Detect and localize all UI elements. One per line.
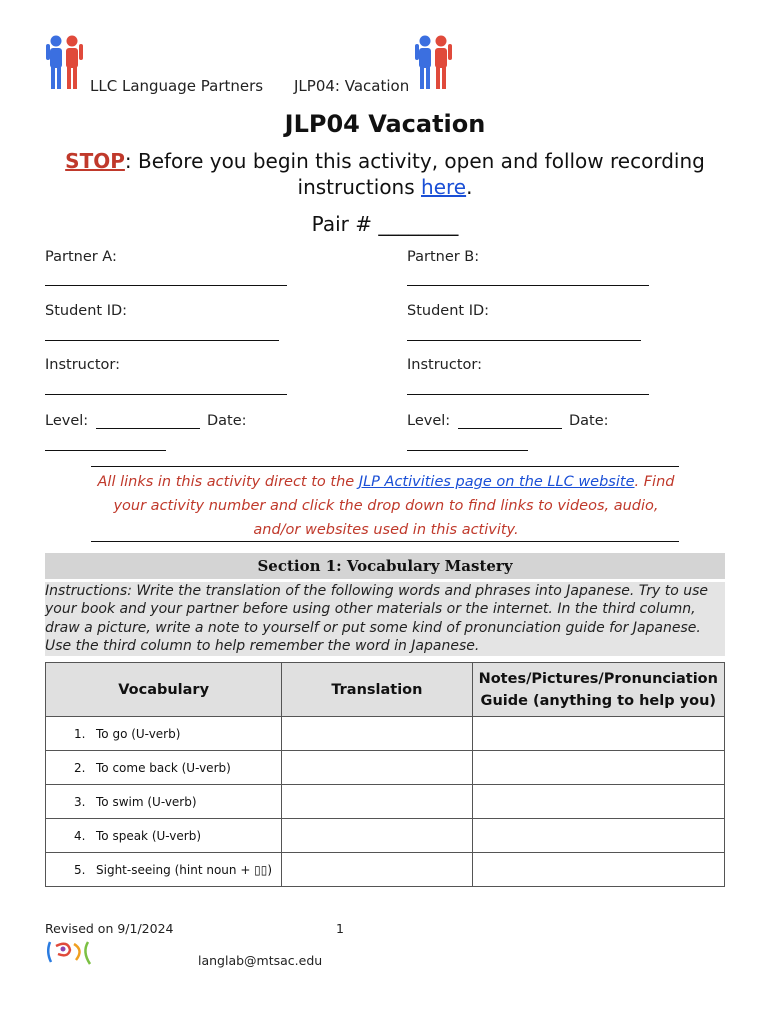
partner-b-instructor-line[interactable] bbox=[407, 394, 649, 395]
stop-instructions: STOP: Before you begin this activity, open and follow recording instructions here. bbox=[65, 149, 705, 199]
col-header-vocabulary: Vocabulary bbox=[46, 663, 282, 717]
partner-a-level-line[interactable] bbox=[96, 428, 200, 429]
vocab-cell: 3. To swim (U-verb) bbox=[46, 785, 282, 819]
jlp-activities-link[interactable]: JLP Activities page on the LLC website bbox=[358, 474, 635, 490]
table-row bbox=[46, 853, 725, 887]
partner-b-instructor-label: Instructor: bbox=[407, 357, 482, 373]
header-activity: JLP04: Vacation bbox=[294, 77, 410, 95]
partner-a-date-line[interactable] bbox=[45, 450, 166, 451]
partner-a-date-label: Date: bbox=[207, 413, 247, 429]
table-row bbox=[46, 717, 725, 751]
partners-logo-icon bbox=[45, 34, 85, 92]
partner-a-label: Partner A: bbox=[45, 249, 117, 265]
partner-a-id-label: Student ID: bbox=[45, 303, 128, 319]
notes-cell[interactable] bbox=[472, 853, 724, 887]
partner-a-level-label: Level: bbox=[45, 413, 89, 429]
section-instructions: Instructions: Write the translation of the following words and phrases into Japanese. Try to use your book and your partner before using other materials or the internet. In the third column, draw a picture, write a note to yourself or put some kind of pronunciation guide for Japanese. Use the third column to help remember the word in Japanese. bbox=[45, 582, 725, 656]
partner-a-id-line[interactable] bbox=[45, 340, 279, 341]
partner-b-date-line[interactable] bbox=[407, 450, 528, 451]
notes-cell[interactable] bbox=[472, 751, 724, 785]
stop-text: : Before you begin this activity, open and follow recording instructions bbox=[124, 149, 705, 199]
partner-a-instructor-label: Instructor: bbox=[45, 357, 120, 373]
notice-top-rule bbox=[91, 466, 679, 467]
vocabulary-table bbox=[45, 662, 725, 887]
here-link[interactable]: here bbox=[421, 175, 467, 199]
stop-label: STOP bbox=[65, 149, 125, 173]
partner-a-name-line[interactable] bbox=[45, 285, 287, 286]
vocab-cell: 4. To speak (U-verb) bbox=[46, 819, 282, 853]
notice-bottom-rule bbox=[91, 541, 679, 542]
translation-cell[interactable] bbox=[282, 785, 472, 819]
partner-b-level-line[interactable] bbox=[458, 428, 562, 429]
page-number: 1 bbox=[336, 921, 344, 936]
translation-cell[interactable] bbox=[282, 853, 472, 887]
notes-cell[interactable] bbox=[472, 785, 724, 819]
revised-date: Revised on 9/1/2024 bbox=[45, 921, 174, 936]
table-row bbox=[46, 785, 725, 819]
notes-cell[interactable] bbox=[472, 819, 724, 853]
pair-number: Pair # ________ bbox=[311, 212, 459, 236]
partner-b-label: Partner B: bbox=[407, 249, 480, 265]
partner-b-date-label: Date: bbox=[569, 413, 609, 429]
partners-logo-icon bbox=[414, 34, 454, 92]
header-org: LLC Language Partners bbox=[90, 77, 264, 95]
translation-cell[interactable] bbox=[282, 717, 472, 751]
partner-b-level-label: Level: bbox=[407, 413, 451, 429]
translation-cell[interactable] bbox=[282, 751, 472, 785]
translation-cell[interactable] bbox=[282, 819, 472, 853]
llc-logo-icon bbox=[44, 938, 98, 968]
links-notice: All links in this activity direct to the JLP Activities page on the LLC website. Find your activity number and click the drop down to find links to videos, audio, and/or websites used in this activity. bbox=[97, 474, 675, 538]
table-row bbox=[46, 819, 725, 853]
notes-cell[interactable] bbox=[472, 717, 724, 751]
partner-b-id-label: Student ID: bbox=[407, 303, 490, 319]
partner-a-instructor-line[interactable] bbox=[45, 394, 287, 395]
vocab-cell: 1. To go (U-verb) bbox=[46, 717, 282, 751]
contact-email[interactable]: langlab@mtsac.edu bbox=[198, 953, 323, 968]
partner-b-name-line[interactable] bbox=[407, 285, 649, 286]
col-header-translation: Translation bbox=[282, 663, 472, 717]
partner-b-id-line[interactable] bbox=[407, 340, 641, 341]
col-header-notes: Notes/Pictures/Pronunciation Guide (anything to help you) bbox=[472, 663, 724, 717]
page-title: JLP04 Vacation bbox=[284, 110, 486, 138]
vocab-cell: 2. To come back (U-verb) bbox=[46, 751, 282, 785]
table-row bbox=[46, 751, 725, 785]
vocab-cell: 5. Sight-seeing (hint noun + ▯▯) bbox=[46, 853, 282, 887]
section-title: Section 1: Vocabulary Mastery bbox=[45, 553, 725, 579]
